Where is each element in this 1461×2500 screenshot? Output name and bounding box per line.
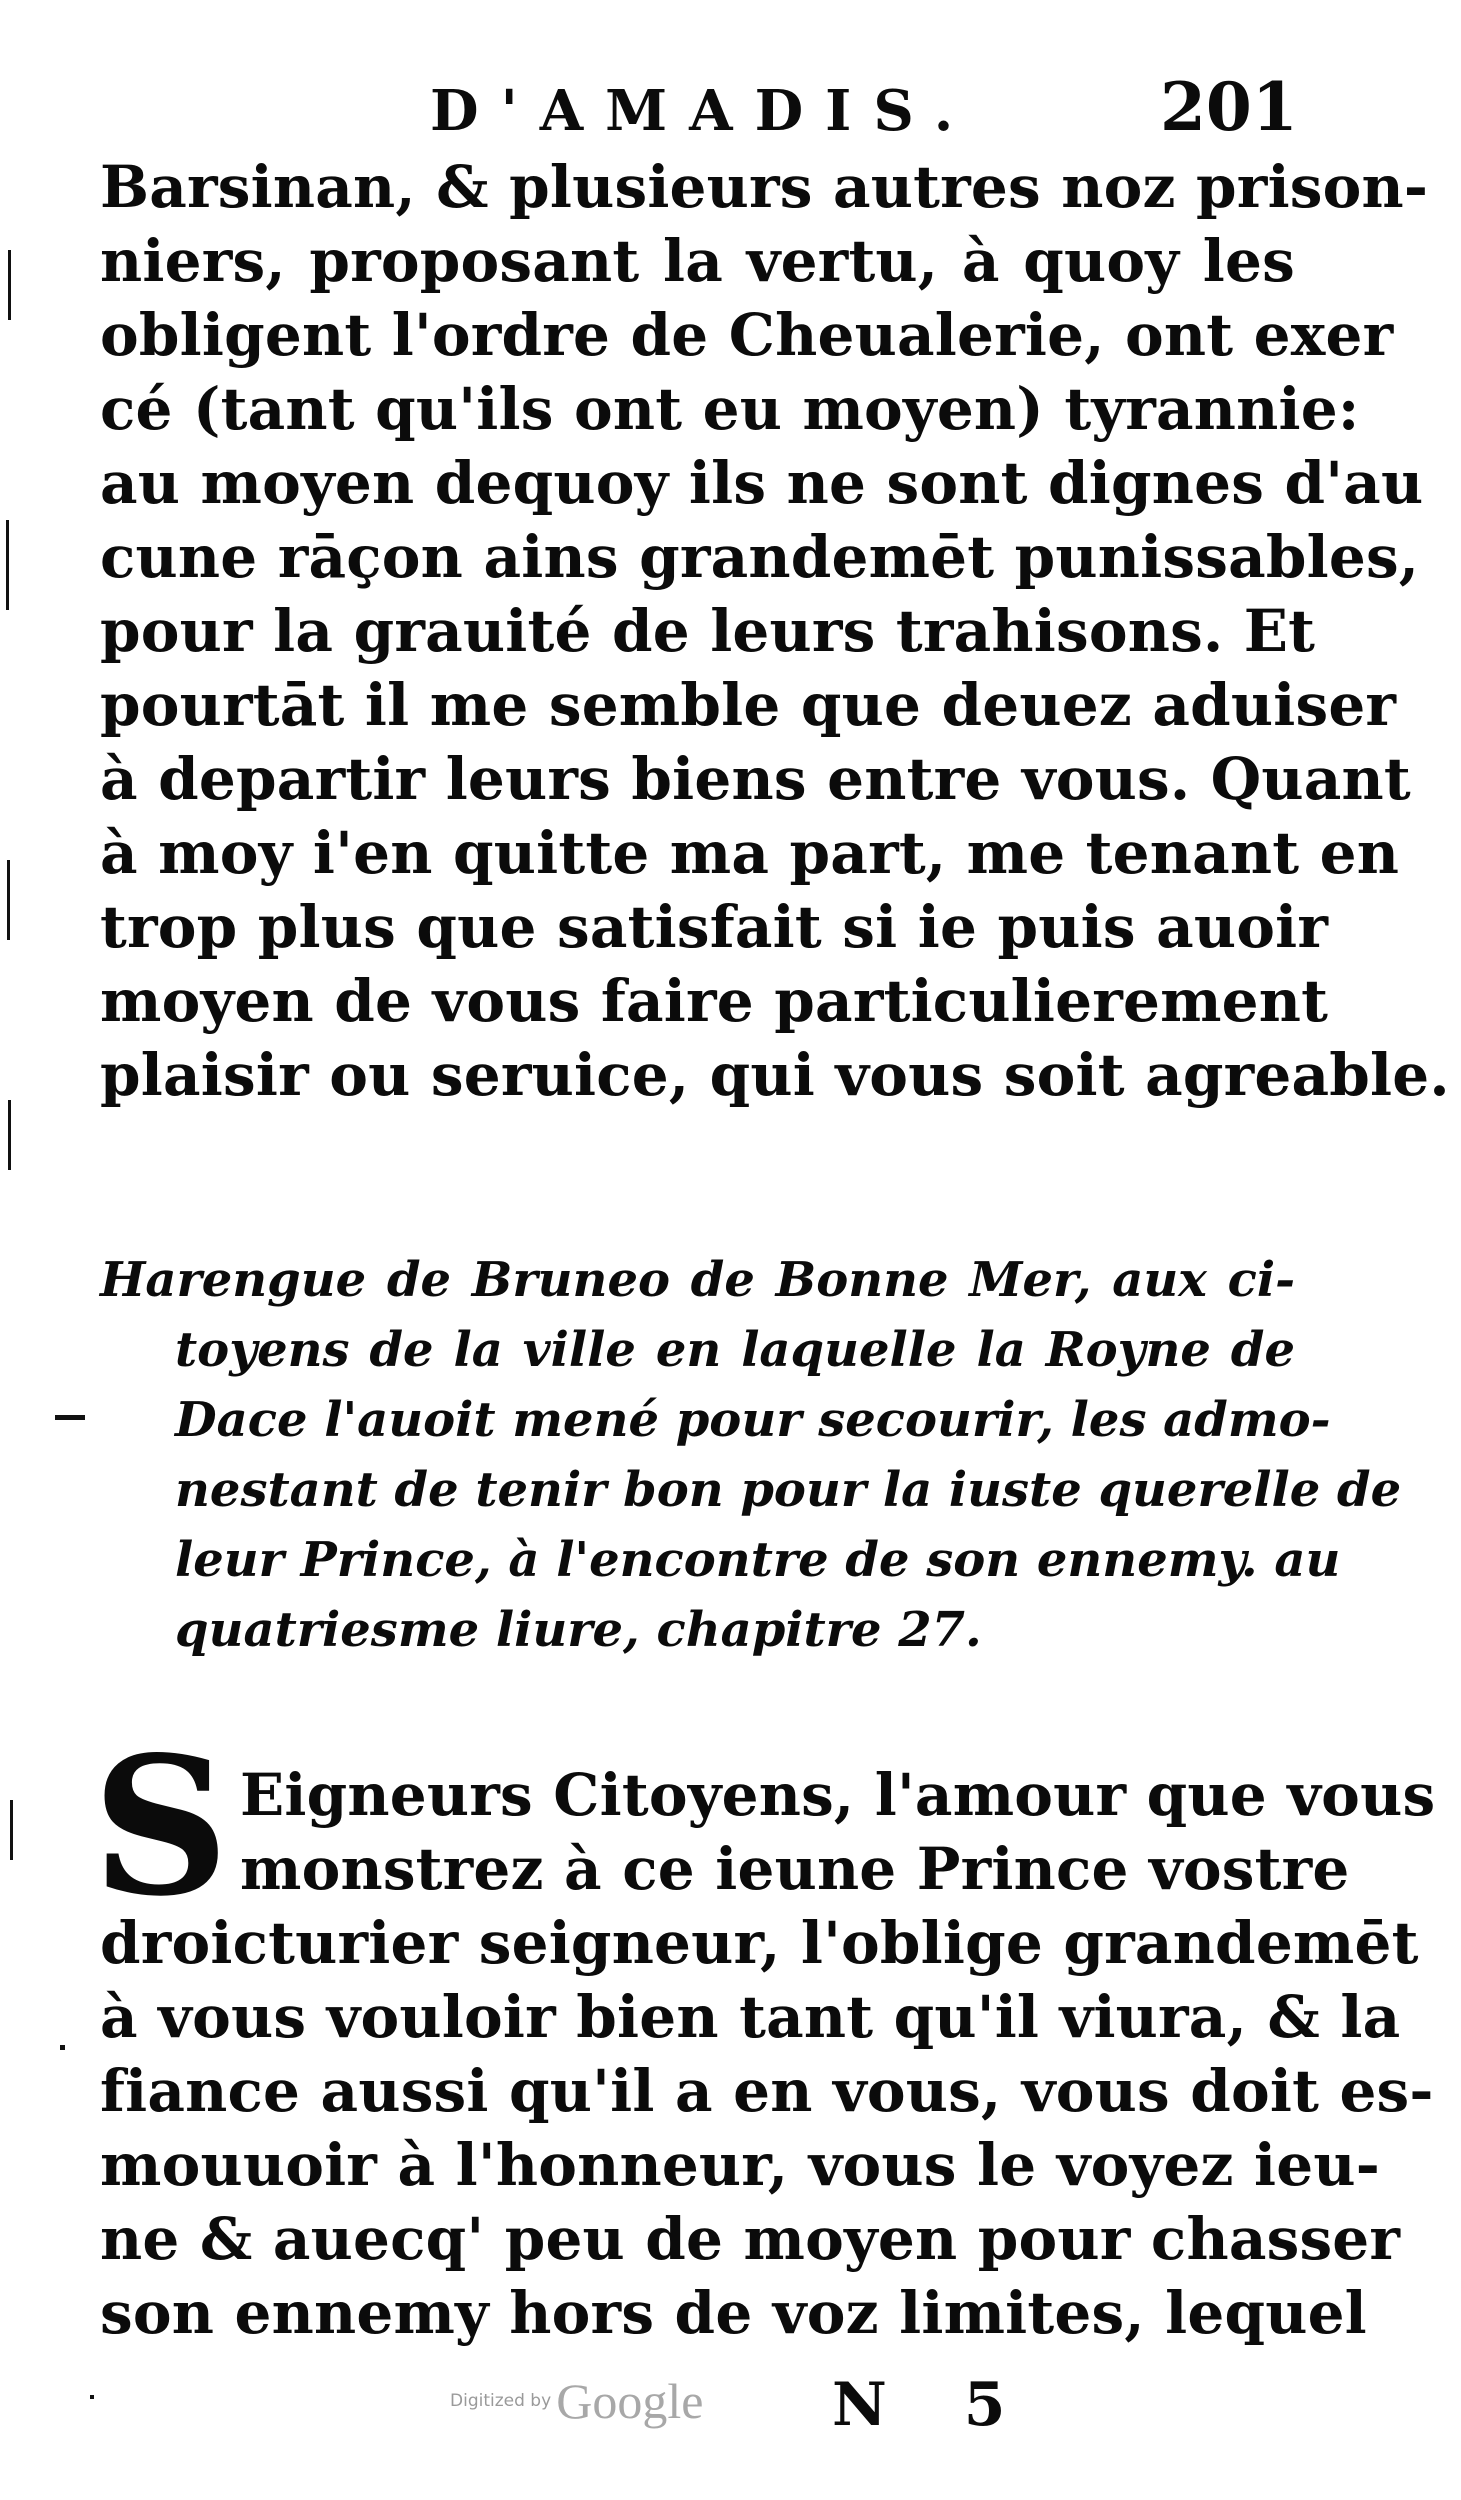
text-line: Eigneurs Citoyens, l'amour que vous [240, 1761, 1436, 1829]
digitized-by-label: Digitized by [450, 2391, 552, 2411]
text-line: cune rāçon ains grandemēt punissables, [100, 523, 1420, 591]
text-line: obligent l'ordre de Cheualerie, ont exer [100, 301, 1394, 369]
text-line: Barsinan, & plusieurs autres noz prison- [100, 153, 1429, 221]
heading-line: toyens de la ville en laquelle la Royne de [175, 1322, 1295, 1378]
digitized-watermark [450, 2372, 703, 2430]
text-line: cé (tant qu'ils ont eu moyen) tyrannie: [100, 375, 1360, 443]
margin-mark [60, 2045, 65, 2050]
margin-mark [55, 1415, 85, 1420]
margin-mark [8, 1100, 11, 1170]
text-line: monstrez à ce ieune Prince vostre [240, 1835, 1350, 1903]
text-line: à moy i'en quitte ma part, me tenant en [100, 819, 1400, 887]
margin-mark [90, 2395, 94, 2399]
text-line: au moyen dequoy ils ne sont dignes d'au [100, 449, 1424, 517]
text-line: niers, proposant la vertu, à quoy les [100, 227, 1295, 295]
text-line: ne & auecq' peu de moyen pour chasser [100, 2205, 1401, 2273]
text-line: trop plus que satisfait si ie puis auoir [100, 893, 1329, 961]
page-number: 201 [1160, 68, 1298, 146]
text-line: pour la grauité de leurs trahisons. Et [100, 597, 1316, 665]
text-line: droicturier seigneur, l'oblige grandemēt [100, 1909, 1419, 1977]
text-line: plaisir ou seruice, qui vous soit agreable. [100, 1041, 1450, 1109]
heading-line: nestant de tenir bon pour la iuste querelle de [175, 1462, 1402, 1518]
heading-line: Harengue de Bruneo de Bonne Mer, aux ci- [100, 1252, 1295, 1308]
heading-line: quatriesme liure, chapitre 27. [175, 1602, 982, 1658]
text-line: pourtāt il me semble que deuez aduiser [100, 671, 1397, 739]
text-line: à departir leurs biens entre vous. Quant [100, 745, 1411, 813]
text-line: fiance aussi qu'il a en vous, vous doit es- [100, 2057, 1434, 2125]
text-line: moyen de vous faire particulierement [100, 967, 1329, 1035]
text-line: mouuoir à l'honneur, vous le voyez ieu- [100, 2131, 1381, 2199]
signature-mark: N 5 [832, 2370, 1034, 2440]
heading-line: Dace l'auoit mené pour secourir, les admo- [175, 1392, 1331, 1448]
margin-mark [10, 1800, 13, 1860]
google-logo: Google [556, 2373, 704, 2429]
heading-line: leur Prince, à l'encontre de son ennemy. au [175, 1532, 1341, 1588]
running-head: D'AMADIS. [430, 78, 976, 144]
margin-mark [8, 250, 11, 320]
text-line: à vous vouloir bien tant qu'il viura, & la [100, 1983, 1401, 2051]
drop-cap: S [92, 1715, 230, 1938]
text-line: son ennemy hors de voz limites, lequel [100, 2279, 1367, 2347]
margin-mark [7, 860, 10, 940]
margin-mark [6, 520, 9, 610]
